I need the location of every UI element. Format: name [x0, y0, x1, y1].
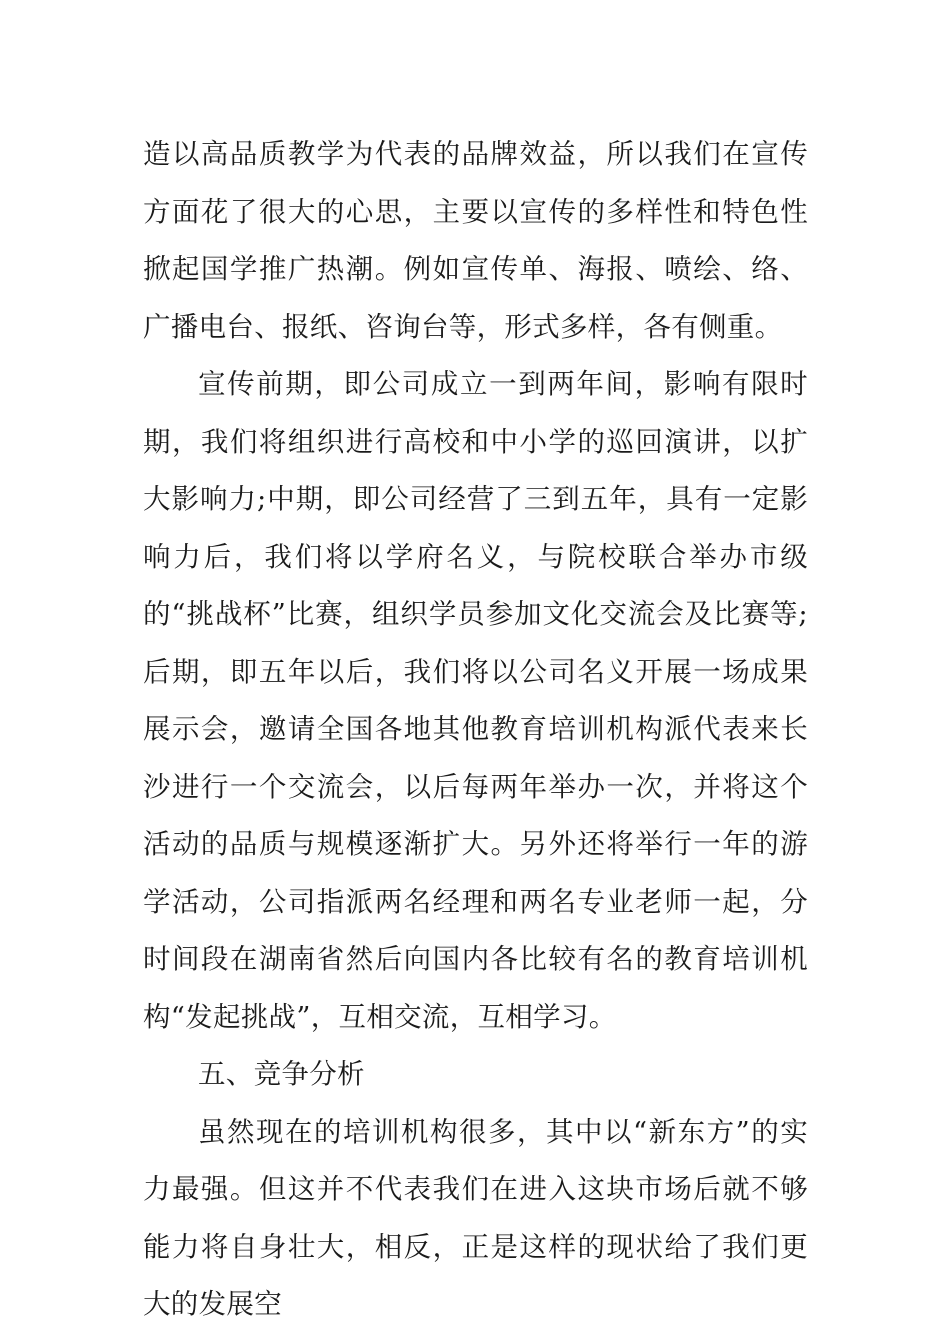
document-body: [143, 126, 808, 1334]
paragraph-promotion-intro: 造以高品质教学为代表的品牌效益，所以我们在宣传方面花了很大的心思，主要以宣传的多样性和特色性掀起国学推广热潮。例如宣传单、海报、喷绘、络、广播电台、报纸、咨询台等，形式多样，各有侧重。: [143, 138, 808, 343]
paragraph-competition: 虽然现在的培训机构很多，其中以“新东方”的实力最强。但这并不代表我们在进入这块市场后就不够能力将自身壮大，相反，正是这样的现状给了我们更大的发展空: [143, 1115, 808, 1320]
paragraph-promotion-phases: 宣传前期，即公司成立一到两年间，影响有限时期，我们将组织进行高校和中小学的巡回演讲，以扩大影响力;中期，即公司经营了三到五年，具有一定影响力后，我们将以学府名义，与院校联合举办市级的“挑战杯”比赛，组织学员参加文化交流会及比赛等;后期，即五年以后，我们将以公司名义开展一场成果展示会，邀请全国各地其他教育培训机构派代表来长沙进行一个交流会，以后每两年举办一次，并将这个活动的品质与规模逐渐扩大。另外还将举行一年的游学活动，公司指派两名经理和两名专业老师一起，分时间段在湖南省然后向国内各比较有名的教育培训机构“发起挑战”，互相交流，互相学习。: [143, 368, 808, 1033]
section-heading-competition-analysis: 五、竞争分析: [198, 1058, 365, 1090]
